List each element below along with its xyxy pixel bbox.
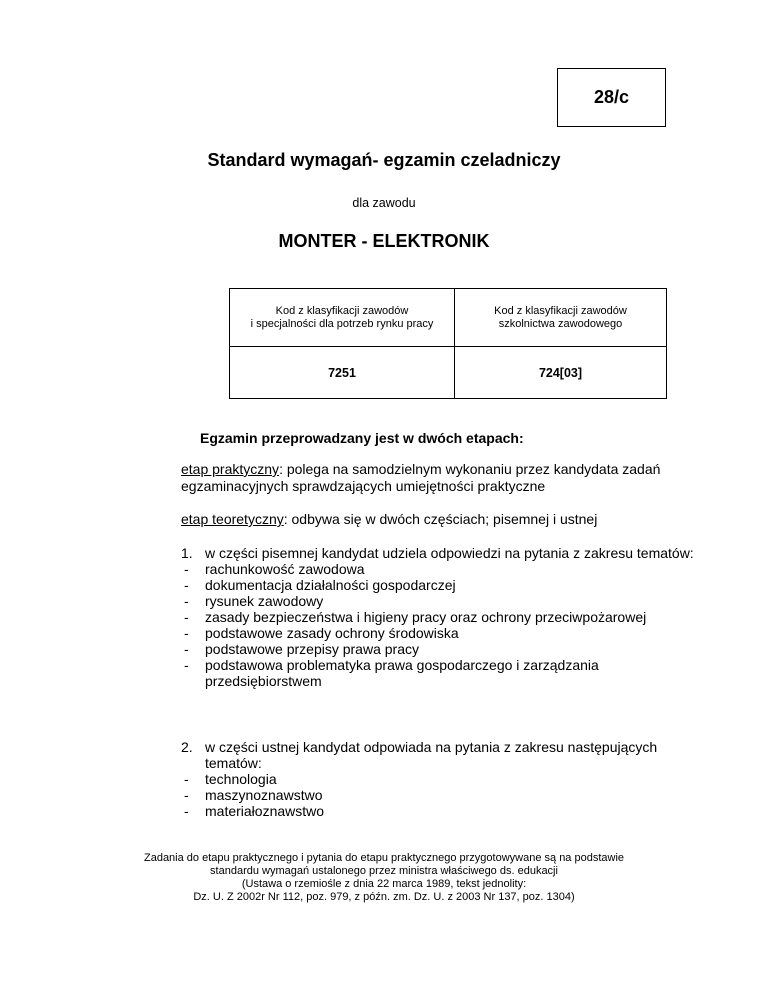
page-subtitle: dla zawodu xyxy=(352,196,416,210)
list-item xyxy=(181,561,701,577)
written-part-section xyxy=(181,545,701,689)
list-item xyxy=(181,803,701,819)
oral-part-section xyxy=(181,739,701,819)
list-dash: - xyxy=(184,577,189,593)
footer-line: standardu wymagań ustalonego przez ministra właściwego ds. edukacji xyxy=(210,865,558,877)
oral-topics-list xyxy=(181,771,701,819)
list-dash: - xyxy=(184,771,189,787)
page-title: Standard wymagań- egzamin czeladniczy xyxy=(207,150,561,170)
footer-line: (Ustawa o rzemiośle z dnia 22 marca 1989, tekst jednolity: xyxy=(241,878,527,890)
list-number: 1. xyxy=(181,545,193,561)
list-item xyxy=(181,641,701,657)
list-item-text: podstawowe zasady ochrony środowiska xyxy=(205,625,459,641)
school-code-value: 724[03] xyxy=(455,347,667,399)
list-dash: - xyxy=(184,803,189,819)
list-dash: - xyxy=(184,561,189,577)
list-item-text: materiałoznawstwo xyxy=(205,803,325,819)
list-item xyxy=(181,577,701,593)
list-dash: - xyxy=(184,625,189,641)
list-dash: - xyxy=(184,593,189,609)
list-item xyxy=(181,771,701,787)
header-line: Kod z klasyfikacji zawodów xyxy=(494,304,627,317)
practical-stage-paragraph xyxy=(181,461,721,495)
practical-stage-text: : polega na samodzielnym wykonaniu przez kandydata zadań egzaminacyjnych sprawdzających umiejętności praktyczne xyxy=(181,461,661,494)
list-item xyxy=(181,625,701,641)
table-row xyxy=(230,347,667,399)
theoretical-stage-text: : odbywa się w dwóch częściach; pisemnej i ustnej xyxy=(283,511,598,527)
list-item-text: podstawowa problematyka prawa gospodarczego i zarządzania przedsiębiorstwem xyxy=(205,657,599,689)
list-item-text: dokumentacja działalności gospodarczej xyxy=(205,577,456,593)
list-item-text: rysunek zawodowy xyxy=(205,593,324,609)
footer-line: Zadania do etapu praktycznego i pytania do etapu praktycznego przygotowywane są na podstawie xyxy=(143,852,625,864)
table-header-row xyxy=(230,289,667,347)
list-item xyxy=(181,593,701,609)
document-code: 28/c xyxy=(593,87,630,107)
list-number: 2. xyxy=(181,739,193,755)
footer-line: Dz. U. Z 2002r Nr 112, poz. 979, z późn. zm. Dz. U. z 2003 Nr 137, poz. 1304) xyxy=(193,891,575,903)
list-item-text: zasady bezpieczeństwa i higieny pracy oraz ochrony przeciwpożarowej xyxy=(205,609,647,625)
oral-part-intro xyxy=(181,739,701,771)
theoretical-stage-label: etap teoretyczny xyxy=(181,511,284,527)
footer-note xyxy=(0,852,768,904)
exam-heading: Egzamin przeprowadzany jest w dwóch etapach: xyxy=(200,430,524,446)
list-item xyxy=(181,609,701,625)
header-line: i specjalności dla potrzeb rynku pracy xyxy=(250,317,434,330)
list-dash: - xyxy=(184,641,189,657)
list-dash: - xyxy=(184,609,189,625)
list-item xyxy=(181,787,701,803)
classification-codes-table xyxy=(229,288,667,399)
list-item-text: maszynoznawstwo xyxy=(205,787,323,803)
written-topics-list xyxy=(181,561,701,689)
list-dash: - xyxy=(184,657,189,673)
written-part-intro-text: w części pisemnej kandydat udziela odpowiedzi na pytania z zakresu tematów: xyxy=(205,545,694,561)
list-item-text: rachunkowość zawodowa xyxy=(205,561,365,577)
document-code-box xyxy=(557,68,666,127)
written-part-intro xyxy=(181,545,701,561)
practical-stage-label: etap praktyczny xyxy=(181,461,280,477)
market-code-value: 7251 xyxy=(230,347,455,399)
theoretical-stage-paragraph xyxy=(181,511,721,528)
list-item-text: podstawowe przepisy prawa pracy xyxy=(205,641,419,657)
list-dash: - xyxy=(184,787,189,803)
list-item xyxy=(181,657,701,689)
table-header-cell xyxy=(455,289,667,347)
list-item-text: technologia xyxy=(205,771,277,787)
header-line: szkolnictwa zawodowego xyxy=(498,317,623,330)
oral-part-intro-text: w części ustnej kandydat odpowiada na pytania z zakresu następujących tematów: xyxy=(205,739,658,771)
header-line: Kod z klasyfikacji zawodów xyxy=(275,304,409,317)
table-header-cell xyxy=(230,289,455,347)
profession-name: MONTER - ELEKTRONIK xyxy=(278,231,490,251)
